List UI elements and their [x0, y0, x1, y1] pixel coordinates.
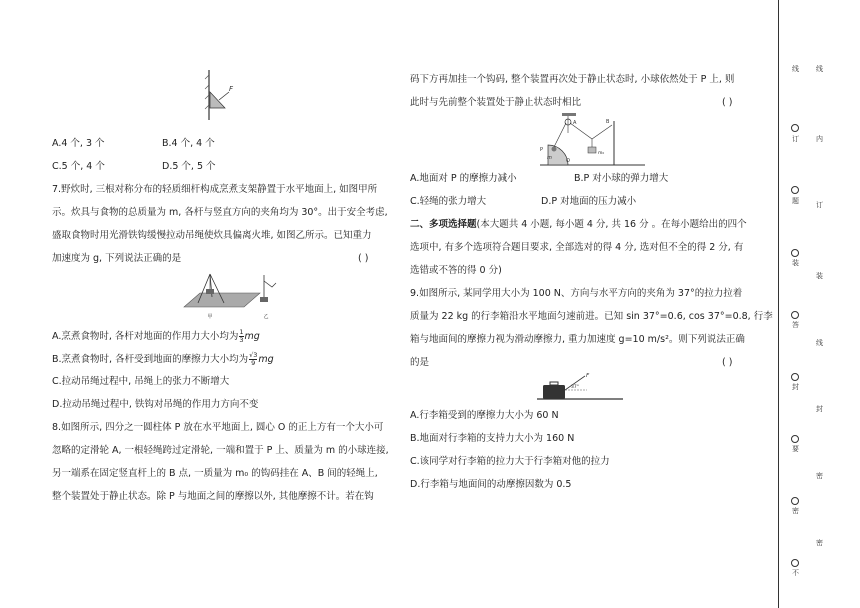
q8-line-2: 忽略的定滑轮 A, 一根轻绳跨过定滑轮, 一端和置于 P 上、质量为 m 的小球连接,: [52, 445, 389, 456]
section2-line-3: 选错或不答的得 0 分): [410, 265, 502, 276]
q8-option-c: C.轻绳的张力增大: [410, 196, 487, 207]
binding-mark: 线: [792, 65, 799, 73]
q8-cont-line-1: 码下方再加挂一个钩码, 整个装置再次处于静止状态时, 小球依然处于 P 上, 则: [410, 74, 735, 85]
q7-line-2: 示。炊具与食物的总质量为 m, 各杆与竖直方向的夹角均为 30°。出于安全考虑,: [52, 207, 388, 218]
binding-circle: [791, 186, 799, 194]
q8-option-b: B.P 对小球的弹力增大: [574, 173, 669, 184]
q8-cont-line-2: 此时与先前整个装置处于静止状态时相比: [410, 97, 582, 108]
q6-option-c: C.5 个, 4 个: [52, 161, 105, 172]
q9-option-d: D.行李箱与地面间的动摩擦因数为 0.5: [410, 479, 572, 490]
q9-option-a: A.行李箱受到的摩擦力大小为 60 N: [410, 410, 559, 421]
q7-line-1: 7.野炊时, 三根对称分布的轻质细杆构成烹煮支架静置于水平地面上, 如图甲所: [52, 184, 378, 195]
binding-mark: 封: [792, 383, 799, 391]
q7-fig-label-yi: 乙: [263, 314, 269, 320]
q8-fig-label-p: P: [540, 147, 544, 153]
q8-fig-label-a: A: [573, 120, 577, 126]
q9-fig-label-f: F: [586, 373, 590, 379]
q6-option-d: D.5 个, 5 个: [162, 161, 216, 172]
q7-fig-label-jia: 甲: [207, 314, 213, 320]
q7-option-b: B.烹煮食物时, 各杆受到地面的摩擦力大小均为 $\frac{√3}{9}$ mg: [52, 351, 274, 367]
q7-option-a: A.烹煮食物时, 各杆对地面的作用力大小均为 $\frac{1}{3}$ mg: [52, 328, 260, 344]
binding-mark: 题: [792, 197, 799, 205]
q9-line-1: 9.如图所示, 某同学用大小为 100 N、方向与水平方向的夹角为 37°的拉力拉着: [410, 288, 743, 299]
binding-mark: 订: [792, 135, 799, 143]
binding-mark: 装: [792, 259, 799, 267]
q7-line-4: 加速度为 g, 下列说法正确的是: [52, 253, 182, 264]
q8-figure: [540, 113, 645, 168]
q8-line-4: 整个装置处于静止状态。除 P 与地面之间的摩擦以外, 其他摩擦不计。若在钩: [52, 491, 374, 502]
section2-title: 二、多项选择题: [410, 219, 477, 230]
binding-mark: 线: [816, 339, 823, 347]
q9-answer-paren: ( ): [722, 357, 733, 368]
q9-line-2: 质量为 22 kg 的行李箱沿水平地面匀速前进。已知 sin 37°=0.6, cos 37°=0.8, 行李: [410, 311, 773, 322]
q7-option-d: D.拉动吊绳过程中, 铁钩对吊绳的作用力方向不变: [52, 399, 259, 410]
q8-fig-label-m0: m₀: [598, 151, 605, 156]
q9-fig-label-angle: 37°: [571, 385, 579, 390]
q8-fig-label-m: m: [547, 155, 552, 161]
binding-mark: 线: [816, 65, 823, 73]
binding-circle: [791, 311, 799, 319]
q9-line-4: 的是: [410, 357, 430, 368]
section2-line-2: 选项中, 有多个选项符合题目要求, 全部选对的得 4 分, 选对但不全的得 2 分, 有: [410, 242, 744, 253]
q9-line-3: 箱与地面间的摩擦力视为滑动摩擦力, 重力加速度 g=10 m/s²。则下列说法正确: [410, 334, 745, 345]
binding-mark: 要: [792, 445, 799, 453]
q8-option-a: A.地面对 P 的摩擦力减小: [410, 173, 517, 184]
q8-line-1: 8.如图所示, 四分之一圆柱体 P 放在水平地面上, 圆心 O 的正上方有一个大小可: [52, 422, 384, 433]
binding-mark: 密: [816, 472, 823, 480]
binding-mark: 装: [816, 272, 823, 280]
q9-option-c: C.该同学对行李箱的拉力大于行李箱对他的拉力: [410, 456, 610, 467]
q6-fig-label: F: [229, 85, 234, 93]
q8-option-d: D.P 对地面的压力减小: [541, 196, 637, 207]
q8-answer-paren: ( ): [722, 97, 733, 108]
q6-option-b: B.4 个, 4 个: [162, 138, 215, 149]
binding-mark: 内: [816, 135, 823, 143]
binding-circle: [791, 497, 799, 505]
q7-line-3: 盛取食物时用光滑铁钩缓慢拉动吊绳使炊具偏离火堆, 如图乙所示。已知重力: [52, 230, 372, 241]
q9-figure: [535, 370, 625, 402]
q7-answer-paren: ( ): [358, 253, 369, 264]
binding-circle: [791, 435, 799, 443]
q7-figure: [180, 271, 290, 321]
binding-line: [778, 0, 779, 608]
binding-mark: 不: [792, 569, 799, 577]
binding-mark: 密: [792, 507, 799, 515]
binding-mark: 封: [816, 405, 823, 413]
q6-option-a: A.4 个, 3 个: [52, 138, 105, 149]
q8-line-3: 另一端系在固定竖直杆上的 B 点, 一质量为 m₀ 的钩码挂在 A、B 间的轻绳上,: [52, 468, 378, 479]
q9-option-b: B.地面对行李箱的支持力大小为 160 N: [410, 433, 575, 444]
q8-fig-label-o: O: [566, 158, 570, 164]
q8-fig-label-b: B: [606, 119, 610, 125]
section2-line-1: 二、多项选择题(本大题共 4 小题, 每小题 4 分, 共 16 分 。在每小题给出的四个: [410, 219, 747, 230]
binding-circle: [791, 373, 799, 381]
binding-circle: [791, 249, 799, 257]
binding-mark: 答: [792, 321, 799, 329]
q6-figure: [195, 70, 255, 120]
binding-circle: [791, 559, 799, 567]
binding-mark: 密: [816, 539, 823, 547]
binding-circle: [791, 124, 799, 132]
binding-mark: 订: [816, 201, 823, 209]
q7-option-c: C.拉动吊绳过程中, 吊绳上的张力不断增大: [52, 376, 230, 387]
